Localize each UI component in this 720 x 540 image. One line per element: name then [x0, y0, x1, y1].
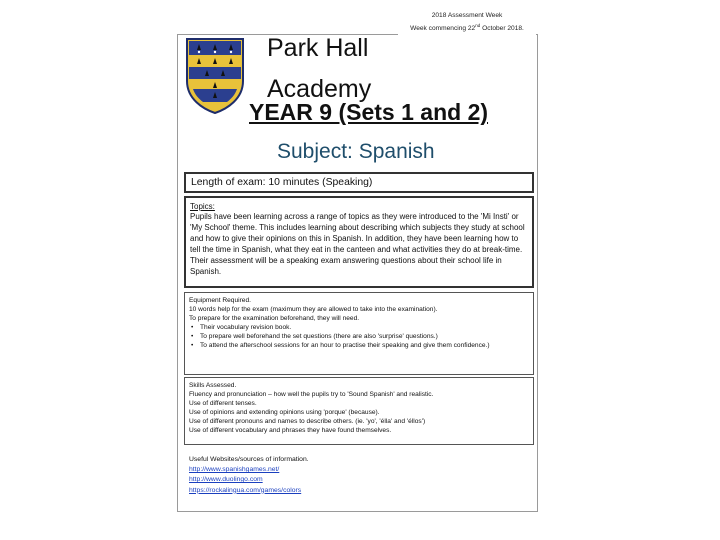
skills-line: Use of different tenses. — [189, 400, 257, 408]
exam-length-text: Length of exam: 10 minutes (Speaking) — [191, 177, 373, 188]
skills-line: Use of opinions and extending opinions using 'porque' (because). — [189, 409, 380, 417]
assessment-week-text: 2018 Assessment Week — [431, 12, 503, 19]
skills-box — [184, 377, 534, 445]
websites-heading: Useful Websites/sources of information. — [189, 456, 309, 463]
skills-line: Use of different vocabulary and phrases they have found themselves. — [189, 427, 392, 435]
topics-body: Pupils have been learning across a range of topics as they were introduced to the 'Mi Insti' or 'My School' theme. This includes learning about describing which subjects they study at school and how to give their opinions on this in Spanish. In addition, they have been learning how to tell the time in Spanish, what they eat in the canteen and what activities they do at break-time. Their assessment will be a speaking exam answering questions about their school life in Spanish. — [190, 212, 525, 276]
equipment-heading: Equipment Required. — [189, 297, 251, 304]
week-note — [398, 11, 536, 36]
skills-heading: Skills Assessed. — [189, 382, 237, 389]
websites-section — [189, 455, 309, 496]
week-commencing-text: Week commencing 22nd October 2018. — [410, 23, 524, 33]
equipment-line: 10 words help for the exam (maximum they are allowed to take into the examination). — [189, 306, 438, 314]
equipment-box — [184, 292, 534, 375]
equipment-bullet: • To prepare well beforehand the set questions (there are also 'surprise' questions.) — [189, 332, 529, 341]
website-link-spanishgames[interactable]: http://www.spanishgames.net/ — [189, 466, 280, 474]
topics-heading: Topics: — [190, 202, 215, 211]
school-crest-logo — [185, 37, 245, 115]
school-name-line1: Park Hall — [267, 34, 369, 62]
subject-title: Subject: Spanish — [277, 140, 435, 163]
equipment-bullet: • Their vocabulary revision book. — [189, 323, 529, 332]
skills-line: Fluency and pronunciation – how well the pupils try to 'Sound Spanish' and realistic. — [189, 391, 434, 399]
year-title: YEAR 9 (Sets 1 and 2) — [249, 99, 489, 125]
equipment-bullet-list — [189, 323, 529, 350]
school-name-line2: Academy — [267, 75, 372, 103]
exam-length-box — [184, 172, 534, 193]
skills-line: Use of different pronouns and names to describe others. (ie. 'yo', 'élla' and 'éllos') — [189, 418, 426, 426]
school-name — [267, 28, 371, 110]
equipment-bullet: • To attend the afterschool sessions for an hour to practise their speaking and give them confidence.) — [189, 341, 529, 350]
website-link-duolingo[interactable]: http://www.duolingo.com — [189, 476, 263, 484]
topics-box — [184, 196, 534, 288]
equipment-line: To prepare for the examination beforehand, they will need. — [189, 315, 360, 323]
website-link-rockalingua[interactable]: https://rockalingua.com/games/colors — [189, 486, 302, 494]
